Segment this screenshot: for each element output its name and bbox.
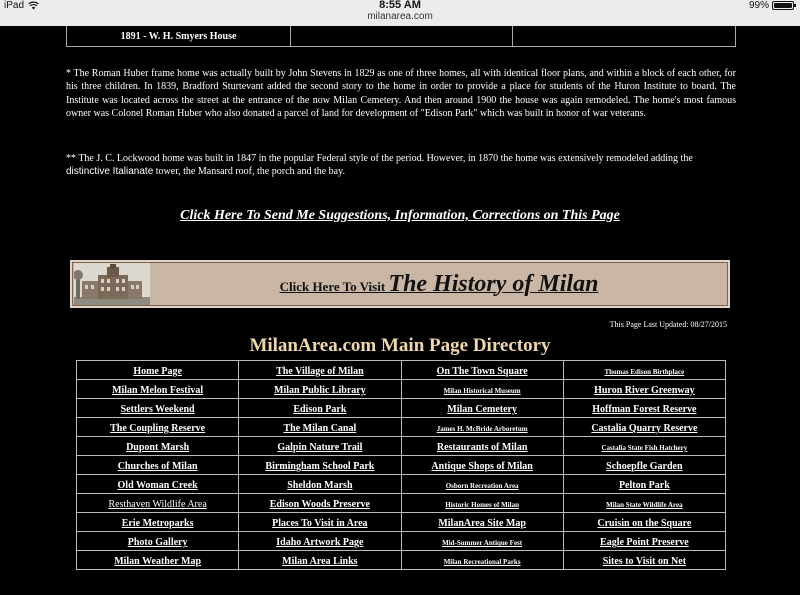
directory-link[interactable]: Milan Cemetery [447,404,517,415]
directory-cell [77,551,239,570]
main-page-directory [76,360,726,570]
directory-cell [239,456,401,475]
directory-cell [563,551,725,570]
banner-link-text[interactable] [150,271,728,298]
directory-link[interactable]: Milan Weather Map [114,556,202,567]
directory-cell [77,399,239,418]
homes-table-row [66,26,736,47]
directory-cell [563,456,725,475]
directory-link[interactable]: Osborn Recreation Area [445,482,519,490]
directory-cell [401,418,563,437]
banner-title: The History of Milan [388,270,599,297]
historic-building-image [74,263,150,305]
directory-link[interactable]: Huron River Greenway [594,385,695,396]
directory-link[interactable]: Eagle Point Preserve [600,537,689,548]
directory-cell [77,532,239,551]
directory-row [77,551,726,570]
directory-cell [563,532,725,551]
directory-cell [239,551,401,570]
directory-link[interactable]: Galpin Nature Trail [277,442,363,453]
directory-link[interactable]: Idaho Artwork Page [276,537,364,548]
directory-link[interactable]: Resthaven Wildlife Area [108,499,207,510]
directory-cell [401,456,563,475]
directory-link[interactable]: Edison Woods Preserve [269,499,370,510]
directory-link[interactable]: Sites to Visit on Net [602,556,687,567]
directory-link[interactable]: Historic Homes of Milan [445,501,519,509]
directory-link[interactable]: Dupont Marsh [126,442,190,453]
directory-link[interactable]: Photo Gallery [127,537,188,548]
directory-cell [77,361,239,380]
directory-link[interactable]: The Village of Milan [276,366,364,377]
directory-link[interactable]: Cruisin on the Square [597,518,692,529]
directory-link[interactable]: Settlers Weekend [120,404,195,415]
directory-link[interactable]: The Coupling Reserve [110,423,206,434]
footnote-lockwood-home [66,152,736,179]
directory-cell [401,399,563,418]
directory-cell [239,418,401,437]
last-updated: This Page Last Updated: 08/27/2015 [609,320,727,329]
directory-cell [563,399,725,418]
directory-cell [563,380,725,399]
directory-cell [239,437,401,456]
directory-cell [239,399,401,418]
battery-icon [772,1,794,10]
directory-row [77,456,726,475]
directory-cell [401,494,563,513]
directory-row [77,399,726,418]
clock: 8:55 AM [379,0,421,11]
directory-cell [563,361,725,380]
directory-cell [401,437,563,456]
directory-cell [77,437,239,456]
directory-cell [401,380,563,399]
directory-link[interactable]: Schoepfle Garden [606,461,683,472]
directory-link[interactable]: Milan Area Links [282,556,358,567]
directory-cell [77,494,239,513]
table-cell: 1891 - W. H. Smyers House [67,26,291,46]
directory-link[interactable]: Sheldon Marsh [287,480,353,491]
directory-cell [239,475,401,494]
directory-cell [239,361,401,380]
directory-cell [239,532,401,551]
directory-link[interactable]: Antique Shops of Milan [431,461,533,472]
send-suggestions-link[interactable]: Click Here To Send Me Suggestions, Information, Corrections on This Page [180,208,620,223]
directory-cell [563,513,725,532]
directory-cell [239,513,401,532]
address-bar[interactable]: milanarea.com [367,11,433,22]
directory-link[interactable]: Milan Historical Museum [443,387,521,395]
directory-cell [77,475,239,494]
directory-row [77,361,726,380]
directory-row [77,532,726,551]
footnote-text: ** The J. C. Lockwood home was built in 1847 in the popular Federal style of the period. However, in 1870 the home was extensively remodeled adding the [66,153,693,164]
directory-link[interactable]: James H. McBride Arboretum [436,425,528,433]
directory-cell [77,513,239,532]
directory-link[interactable]: Pelton Park [618,480,670,491]
directory-link[interactable]: Thomas Edison Birthplace [604,368,685,376]
directory-row [77,380,726,399]
directory-cell [563,475,725,494]
directory-row [77,475,726,494]
directory-link[interactable]: Erie Metroparks [121,518,194,529]
directory-link[interactable]: Milan Public Library [274,385,366,396]
status-right [749,0,794,11]
directory-link[interactable]: Hoffman Forest Reserve [592,404,697,415]
directory-title: MilanArea.com Main Page Directory [249,335,551,356]
table-cell [513,26,735,46]
table-cell [291,26,513,46]
directory-link[interactable]: Milan State Wildlife Area [606,501,683,509]
directory-link[interactable]: Milan Melon Festival [112,385,204,396]
directory-link[interactable]: Churches of Milan [117,461,198,472]
directory-cell [563,437,725,456]
directory-link[interactable]: Restaurants of Milan [436,442,528,453]
directory-cell [401,513,563,532]
directory-row [77,418,726,437]
directory-link[interactable]: Mid-Summer Antique Fest [442,539,523,547]
directory-cell [239,380,401,399]
directory-cell [563,418,725,437]
status-bar [0,0,800,26]
footnote-text: distinctive Italianate [66,166,154,178]
directory-link[interactable]: Home Page [133,366,182,377]
directory-link[interactable]: Old Woman Creek [117,480,198,491]
directory-cell [401,475,563,494]
footnote-text: tower, the Mansard roof, the porch and the bay. [153,166,345,178]
directory-cell [401,361,563,380]
directory-link[interactable]: Birmingham School Park [265,461,375,472]
banner-prefix: Click Here To Visit [279,278,389,294]
directory-cell [401,532,563,551]
directory-cell [239,494,401,513]
directory-cell [77,456,239,475]
directory-link[interactable]: The Milan Canal [283,423,357,434]
footnote-huber-home: * The Roman Huber frame home was actually built by John Stevens in 1829 as one of three homes, all with identical floor plans, and within a block of each other, for his three children. In 1839, Bradford Sturtevant added the second story to the home in order to provide a place for students of the Huron Institute to board. The Institute was located across the street at the entrance of the now Milan Cemetery. And then around 1900 the house was again remodeled. The home's most famous owner was Colonel Roman Huber who also donated a parcel of land for development of "Edison Park" which was built in honor of war veterans. [66,68,736,120]
directory-link[interactable]: Edison Park [293,404,347,415]
directory-link[interactable]: Castalia State Fish Hatchery [601,444,688,452]
battery-percent: 99% [748,0,769,11]
directory-row [77,513,726,532]
directory-link[interactable]: On The Town Square [436,366,528,377]
directory-link[interactable]: Places To Visit in Area [272,518,368,529]
directory-cell [77,380,239,399]
directory-cell [401,551,563,570]
directory-link[interactable]: Milan Recreational Parks [443,558,521,566]
directory-row [77,437,726,456]
directory-link[interactable]: MilanArea Site Map [438,518,526,529]
directory-row [77,494,726,513]
directory-cell [77,418,239,437]
history-of-milan-banner[interactable] [70,260,730,308]
directory-cell [563,494,725,513]
device-label: iPad [4,0,25,11]
directory-link[interactable]: Castalia Quarry Reserve [591,423,698,434]
